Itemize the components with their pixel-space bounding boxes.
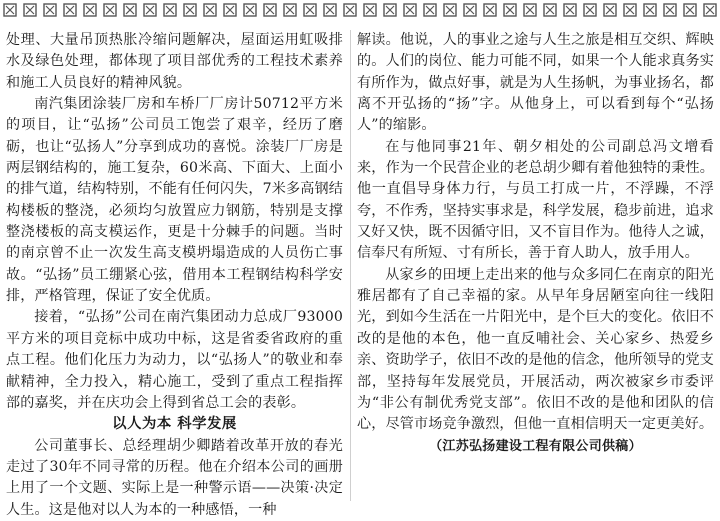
paragraph-paint-shop: 南汽集团涂装厂房和车桥厂厂房计50712平方米的项目，让“弘扬”公司员工饱尝了艰辛，经历了磨砺，也让“弘扬人”分享到成功的喜悦。涂装厂厂房是两层钢结构的，施工复杂，60米高、下面大、上面小的排气道，结构特别，不能有任何闪失，7米多高钢结构楼板的整浇，必须均匀放置应力钢筋，特别是支撑整浇楼板的高支模运作，更是十分棘手的问题。当时的南京曾不止一次发生高支模坍塌造成的人员伤亡事故。“弘扬”员工绷紧心弦，借用本工程钢结构科学安排，严格管理，保证了安全优质。 [6,96,343,305]
left-column [6,30,343,521]
ornament-pattern-icon [0,0,720,22]
source-note: （江苏弘扬建设工程有限公司供稿） [429,438,642,454]
paragraph-chairman: 公司董事长、总经理胡少卿踏着改革开放的春光走过了30年不同寻常的历程。他在介绍本公司的画册上用了一个文题、实际上是一种警示语——决策·决定人生。这是他对以人为本的一种感悟，一种 [6,437,343,518]
paragraph-hometown: 从家乡的田埂上走出来的他与众多同仁在南京的阳光雅居都有了自己幸福的家。从早年身居陋室向往一线阳光，到如今生活在一片阳光中，是个巨大的变化。依旧不改的是他的本色，他一直反哺社会、关心家乡、热爱乡亲、资助学子，依旧不改的是他的信念，他所领导的党支部，坚持每年发展党员，开展活动，两次被家乡市委评为“非公有制优秀党支部”。依旧不改的是他和团队的信心，尽管市场竞争激烈，但他一直相信明天一定更美好。 [357,266,714,433]
paragraph-power-plant: 接着，“弘扬”公司在南汽集团动力总成厂93000平方米的项目竞标中成功中标，这是省委省政府的重点工程。他们化压力为动力，以“弘扬人”的敬业和奉献精神，全力投入，精心施工，受到了重点工程指挥部的嘉奖，并在庆功会上得到省总工会的表彰。 [6,309,343,411]
column-divider [350,30,351,501]
section-heading: 以人为本 科学发展 [112,416,237,433]
paragraph-interpretation: 解读。他说，人的事业之途与人生之旅是相互交织、辉映的。人们的岗位、能力可能不同，如果一个人能求真务实有所作为，做点好事，就是为人生扬帆，为事业扬名，都离不开弘扬的“扬”字。从他身上，可以看到每个“弘扬人”的缩影。 [357,32,714,134]
paragraph-continued: 处理、大量吊顶热胀冷缩问题解决，屋面运用虹吸排水及绿色处理，都体现了项目部优秀的工程技术素养和施工人员良好的精神风貌。 [6,32,343,91]
decorative-top-border [0,0,720,22]
paragraph-colleague: 在与他同事21年、朝夕相处的公司副总冯文增看来，作为一个民营企业的老总胡少卿有着他独特的秉性。他一直倡导身体力行，与员工打成一片，不浮躁，不浮夸，不作秀，坚持实事求是，科学发展，稳步前进，追求又好又快，既不因循守旧，又不盲目作为。他待人之诚，信奉尺有所短、寸有所长，善于育人助人，放手用人。 [357,138,714,262]
right-column [357,30,714,457]
